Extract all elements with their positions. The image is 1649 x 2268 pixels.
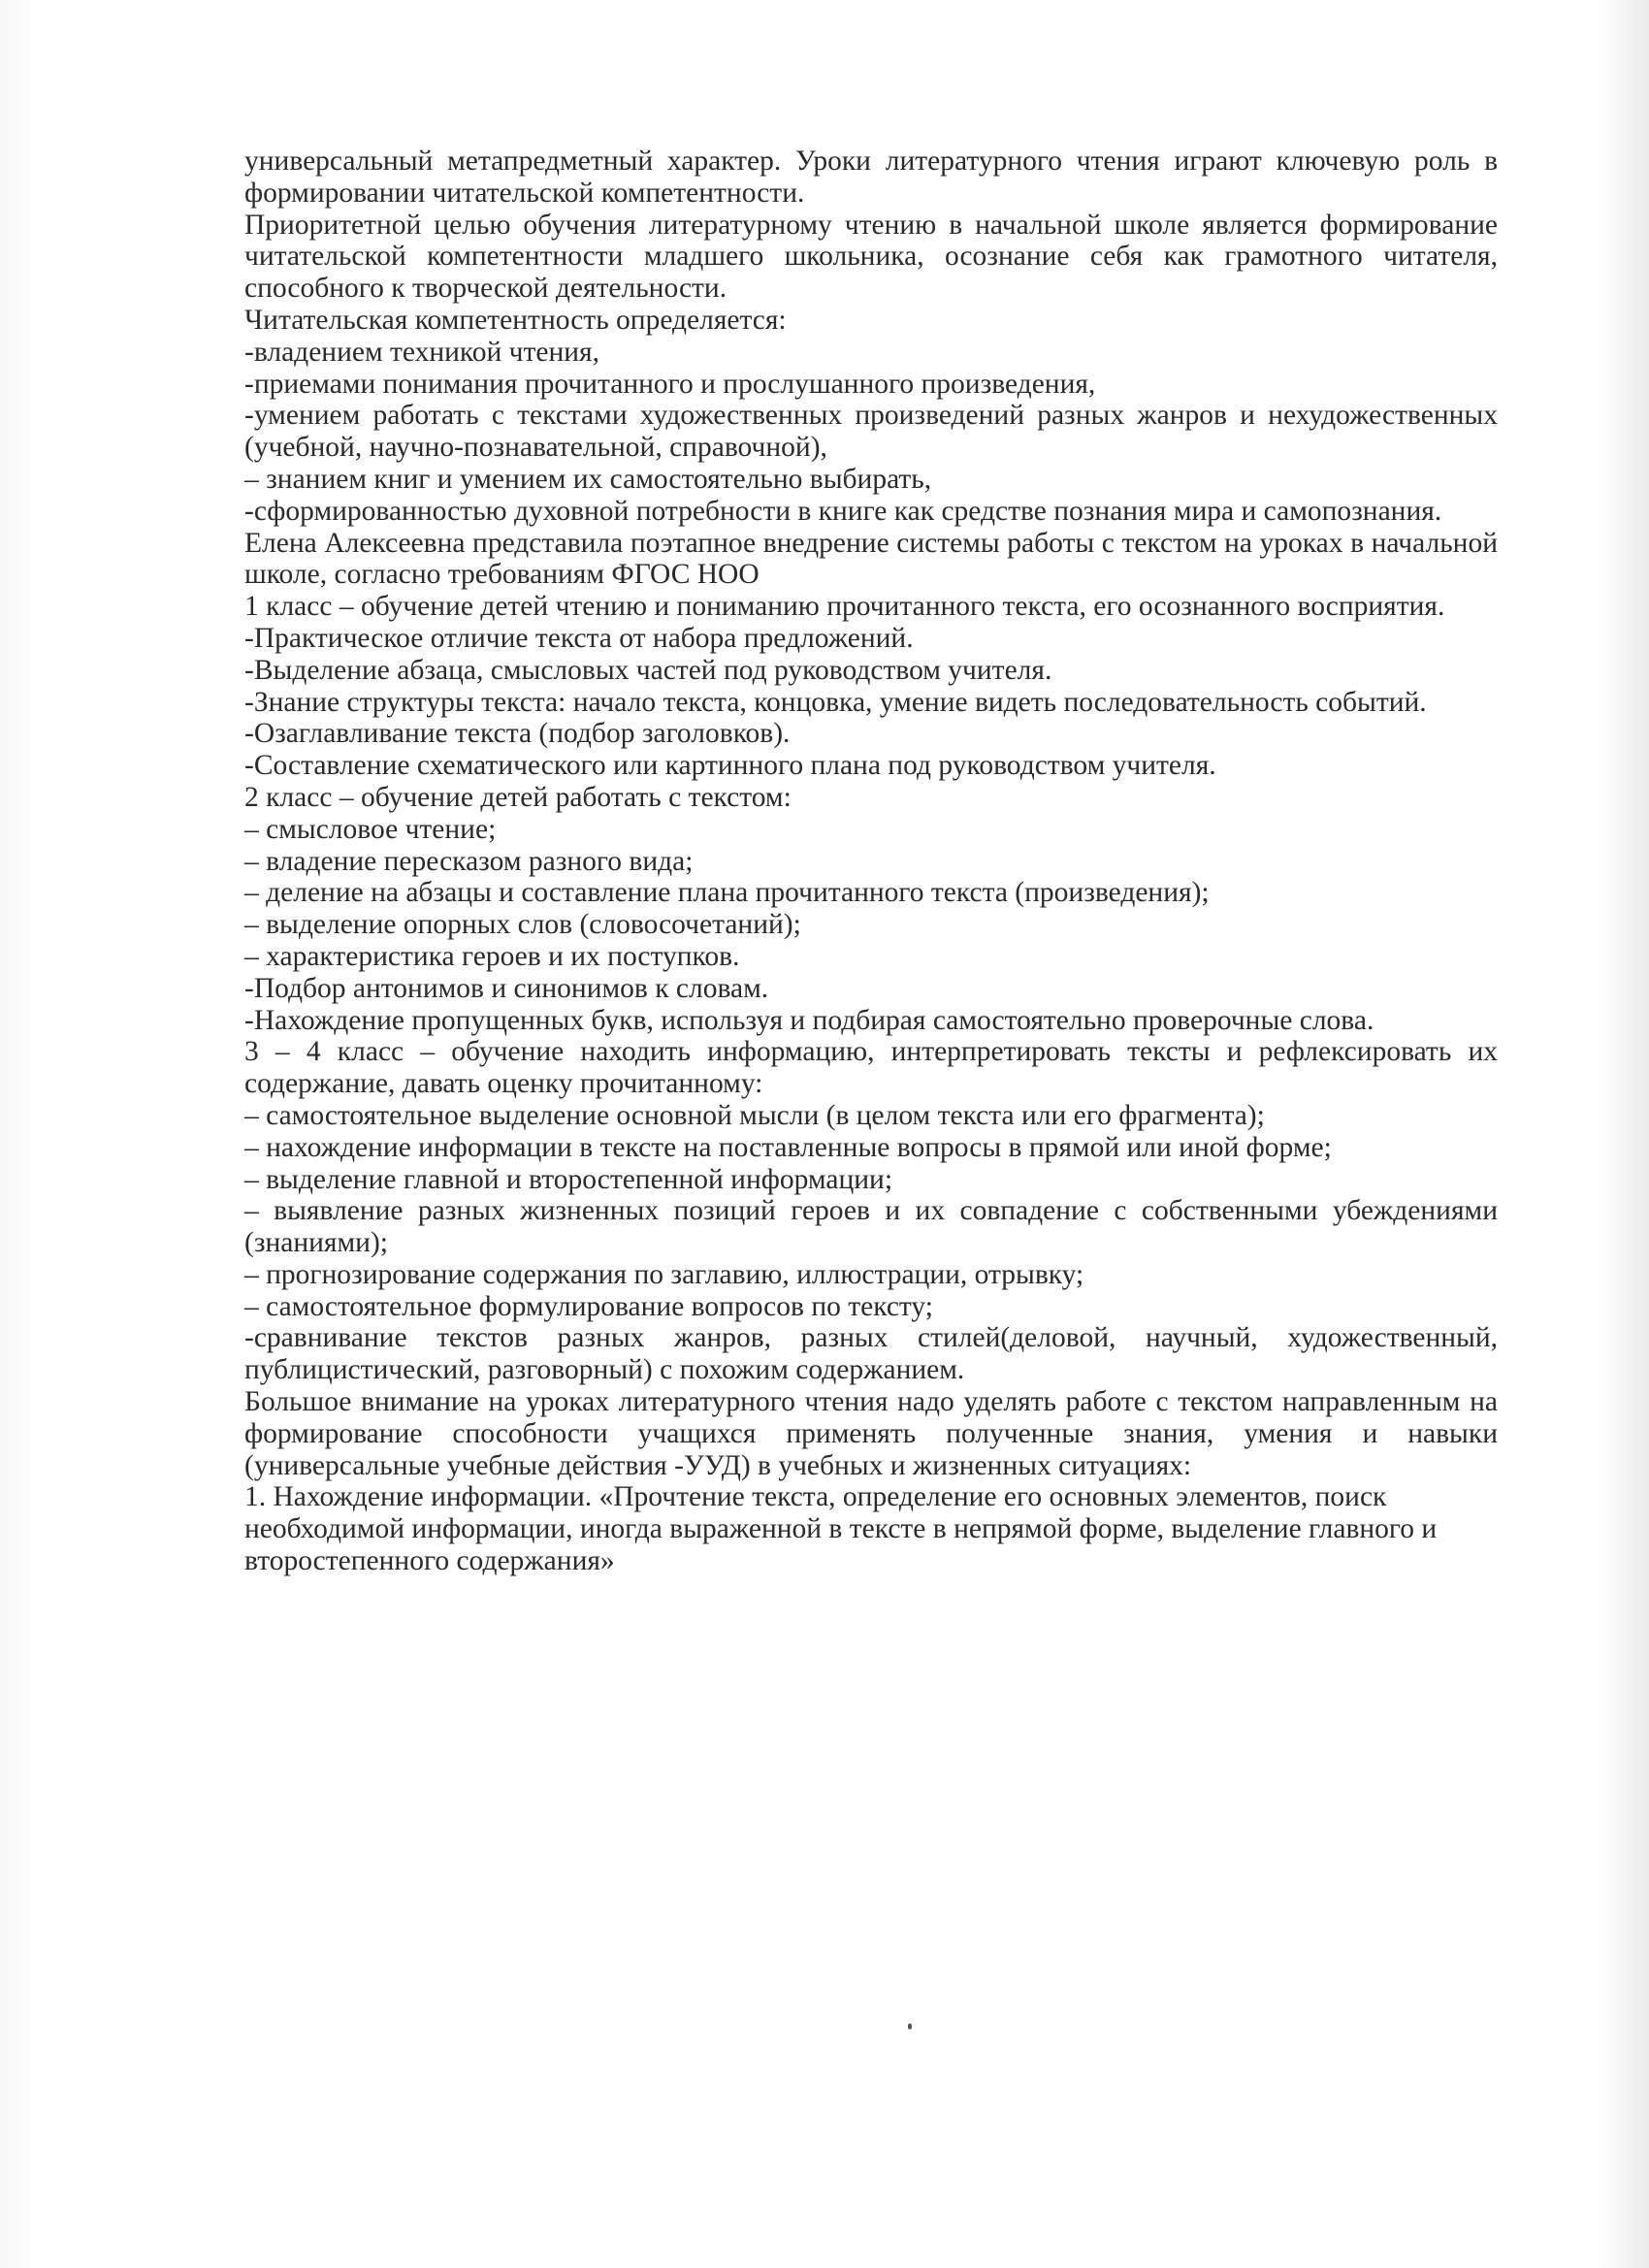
scan-speck xyxy=(908,2024,912,2029)
document-body xyxy=(244,146,1498,1577)
list-item: – характеристика героев и их поступков. xyxy=(244,940,740,972)
list-item: -приемами понимания прочитанного и прослушанного произведения, xyxy=(244,368,1096,400)
list-item: – нахождение информации в тексте на поставленные вопросы в прямой или иной форме; xyxy=(244,1131,1332,1163)
list-item: – деление на абзацы и составление плана прочитанного текста (произведения); xyxy=(244,877,1210,909)
paragraph: 2 класс – обучение детей работать с текстом: xyxy=(244,781,792,813)
paragraph: Большое внимание на уроках литературного чтения надо уделять работе с текстом направленным на формирование способности учащихся применять полученные знания, умения и навыки (универсальные учебные действия -УУД) в учебных и жизненных ситуациях: xyxy=(244,1386,1498,1481)
list-item: -Практическое отличие текста от набора предложений. xyxy=(244,622,914,654)
list-item: -Выделение абзаца, смысловых частей под руководством учителя. xyxy=(244,654,1052,686)
list-item: -Подбор антонимов и синонимов к словам. xyxy=(244,972,769,1004)
list-item: – прогнозирование содержания по заглавию, иллюстрации, отрывку; xyxy=(244,1258,1084,1290)
list-item: -Озаглавливание текста (подбор заголовков). xyxy=(244,718,791,750)
list-item: – владение пересказом разного вида; xyxy=(244,845,694,877)
paragraph: Елена Алексеевна представила поэтапное внедрение системы работы с текстом на уроках в начальной школе, согласно требованиям ФГОС НОО xyxy=(244,527,1498,591)
paragraph: 3 – 4 класс – обучение находить информацию, интерпретировать тексты и рефлексировать их содержание, давать оценку прочитанному: xyxy=(244,1036,1498,1100)
list-item: – выделение главной и второстепенной информации; xyxy=(244,1163,893,1195)
list-item: -Знание структуры текста: начало текста, концовка, умение видеть последовательность событий. xyxy=(244,686,1427,718)
list-item: – смысловое чтение; xyxy=(244,813,497,845)
paragraph: универсальный метапредметный характер. Уроки литературного чтения играют ключевую роль в формировании читательской компетентности. xyxy=(244,146,1498,209)
paragraph: Читательская компетентность определяется: xyxy=(244,304,787,336)
list-item: -Составление схематического или картинного плана под руководством учителя. xyxy=(244,750,1216,782)
paragraph: Приоритетной целью обучения литературному чтению в начальной школе является формирование читательской компетентности младшего школьника, осознание себя как грамотного читателя, способного к творческой деятельности. xyxy=(244,209,1498,305)
list-item: – знанием книг и умением их самостоятельно выбирать, xyxy=(244,463,932,495)
list-item: -Нахождение пропущенных букв, используя и подбирая самостоятельно проверочные слова. xyxy=(244,1004,1374,1036)
list-item: -владением техникой чтения, xyxy=(244,336,599,368)
list-item: -сравнивание текстов разных жанров, разных стилей(деловой, научный, художественный, публицистический, разговорный) с похожим содержанием. xyxy=(244,1322,1498,1386)
list-item: -сформированностью духовной потребности в книге как средстве познания мира и самопознания. xyxy=(244,495,1442,527)
list-item: – выявление разных жизненных позиций героев и их совпадение с собственными убеждениями (знаниями); xyxy=(244,1195,1498,1259)
paragraph: 1 класс – обучение детей чтению и пониманию прочитанного текста, его осознанного восприятия. xyxy=(244,591,1445,623)
scan-edge-shadow xyxy=(1610,0,1649,2268)
list-item: -умением работать с текстами художественных произведений разных жанров и нехудожественных (учебной, научно-познавательной, справочной), xyxy=(244,400,1498,464)
list-item: – самостоятельное формулирование вопросов по тексту; xyxy=(244,1290,933,1322)
list-item: – самостоятельное выделение основной мысли (в целом текста или его фрагмента); xyxy=(244,1099,1265,1131)
paragraph: 1. Нахождение информации. «Прочтение текста, определение его основных элементов, поиск необходимой информации, иногда выраженной в тексте в непрямой форме, выделение главного и второстепенного содержания» xyxy=(244,1481,1438,1577)
list-item: – выделение опорных слов (словосочетаний); xyxy=(244,909,801,941)
